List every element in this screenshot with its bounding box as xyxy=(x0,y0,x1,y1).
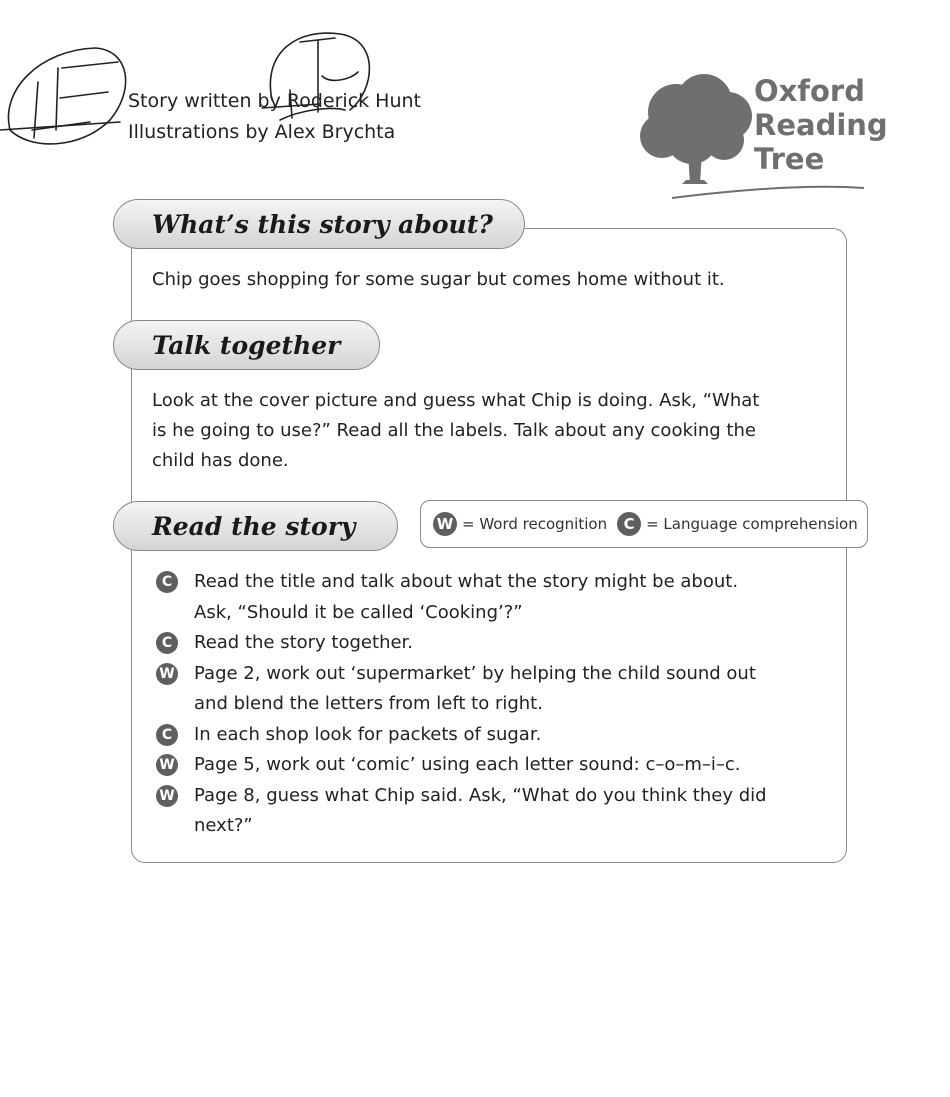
talk-together-text: Look at the cover picture and guess what Chip is doing. Ask, “What is he going to use?” Read all the labels. Talk about any cooking the child has done. xyxy=(152,390,760,471)
list-item: C In each shop look for packets of sugar. xyxy=(156,720,767,751)
list-item: C Read the title and talk about what the story might be about. Ask, “Should it be called ‘Cooking’?” xyxy=(156,567,767,628)
oxford-reading-tree-logo xyxy=(636,72,888,208)
item-badge: W xyxy=(156,785,178,807)
item-badge: C xyxy=(156,632,178,654)
heading-talk-together: Talk together xyxy=(113,320,380,370)
word-recognition-badge: W xyxy=(433,512,457,536)
item-badge: C xyxy=(156,724,178,746)
logo-line-reading: Reading xyxy=(754,108,888,142)
word-recognition-label: = Word recognition xyxy=(462,515,608,533)
item-badge: C xyxy=(156,571,178,593)
list-item: W Page 5, work out ‘comic’ using each letter sound: c–o–m–i–c. xyxy=(156,750,767,781)
item-badge: W xyxy=(156,754,178,776)
logo-line-oxford: Oxford xyxy=(754,74,865,108)
author-credit: Story written by Roderick Hunt xyxy=(128,90,421,112)
language-comprehension-badge: C xyxy=(617,512,641,536)
illustrator-credit: Illustrations by Alex Brychta xyxy=(128,121,396,143)
logo-text xyxy=(754,74,888,176)
item-badge: W xyxy=(156,663,178,685)
list-item: C Read the story together. xyxy=(156,628,767,659)
logo-line-tree: Tree xyxy=(754,142,825,176)
credits xyxy=(128,86,421,148)
read-the-story-list xyxy=(156,567,767,842)
heading-read-the-story: Read the story xyxy=(113,501,398,551)
heading-whats-this-story-about: What’s this story about? xyxy=(113,199,525,249)
list-item: W Page 8, guess what Chip said. Ask, “What do you think they did next?” xyxy=(156,781,767,842)
badge-legend xyxy=(420,500,868,548)
language-comprehension-label: = Language comprehension xyxy=(646,515,858,533)
list-item: W Page 2, work out ‘supermarket’ by helping the child sound out and blend the letters from left to right. xyxy=(156,659,767,720)
about-text: Chip goes shopping for some sugar but comes home without it. xyxy=(152,269,725,290)
